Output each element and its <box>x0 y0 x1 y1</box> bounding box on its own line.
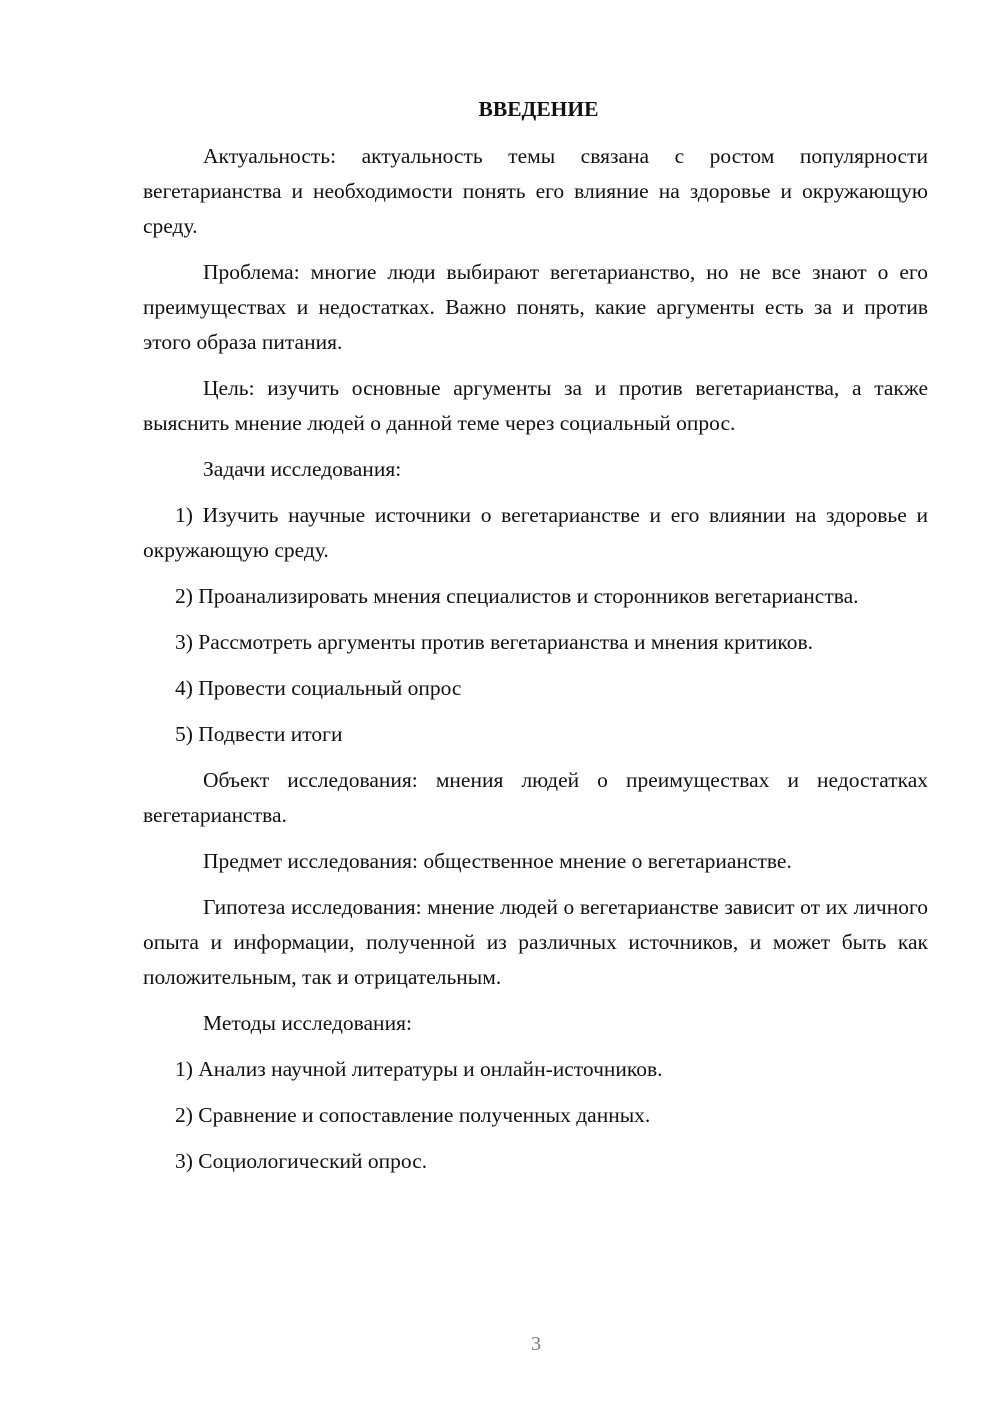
paragraph-goal: Цель: изучить основные аргументы за и против вегетарианства, а также выяснить мнение людей о данной теме через социальный опрос. <box>143 376 928 435</box>
method-item-1: 1) Анализ научной литературы и онлайн-источников. <box>175 1057 663 1081</box>
task-item-3: 3) Рассмотреть аргументы против вегетарианства и мнения критиков. <box>175 630 813 654</box>
paragraph-relevance: Актуальность: актуальность темы связана с ростом популярности вегетарианства и необходимости понять его влияние на здоровье и окружающую среду. <box>143 144 928 238</box>
paragraph-object: Объект исследования: мнения людей о преимуществах и недостатках вегетарианства. <box>143 768 928 827</box>
page-number: 3 <box>531 1333 541 1355</box>
document-body <box>143 92 928 1190</box>
method-item-2: 2) Сравнение и сопоставление полученных данных. <box>175 1103 651 1127</box>
tasks-heading: Задачи исследования: <box>203 457 402 481</box>
methods-heading: Методы исследования: <box>203 1011 412 1035</box>
paragraph-hypothesis: Гипотеза исследования: мнение людей о вегетарианстве зависит от их личного опыта и информации, полученной из различных источников, и может быть как положительным, так и отрицательным. <box>143 895 928 989</box>
task-item-1: 1) Изучить научные источники о вегетарианстве и его влиянии на здоровье и окружающую среду. <box>143 503 928 562</box>
method-item-3: 3) Социологический опрос. <box>175 1149 428 1173</box>
task-item-4: 4) Провести социальный опрос <box>175 676 462 700</box>
paragraph-subject: Предмет исследования: общественное мнение о вегетарианстве. <box>203 849 792 873</box>
page-title: ВВЕДЕНИЕ <box>478 97 599 121</box>
task-item-5: 5) Подвести итоги <box>175 722 343 746</box>
paragraph-problem: Проблема: многие люди выбирают вегетарианство, но не все знают о его преимуществах и недостатках. Важно понять, какие аргументы есть за и против этого образа питания. <box>143 260 928 354</box>
task-item-2: 2) Проанализировать мнения специалистов и сторонников вегетарианства. <box>175 584 859 608</box>
